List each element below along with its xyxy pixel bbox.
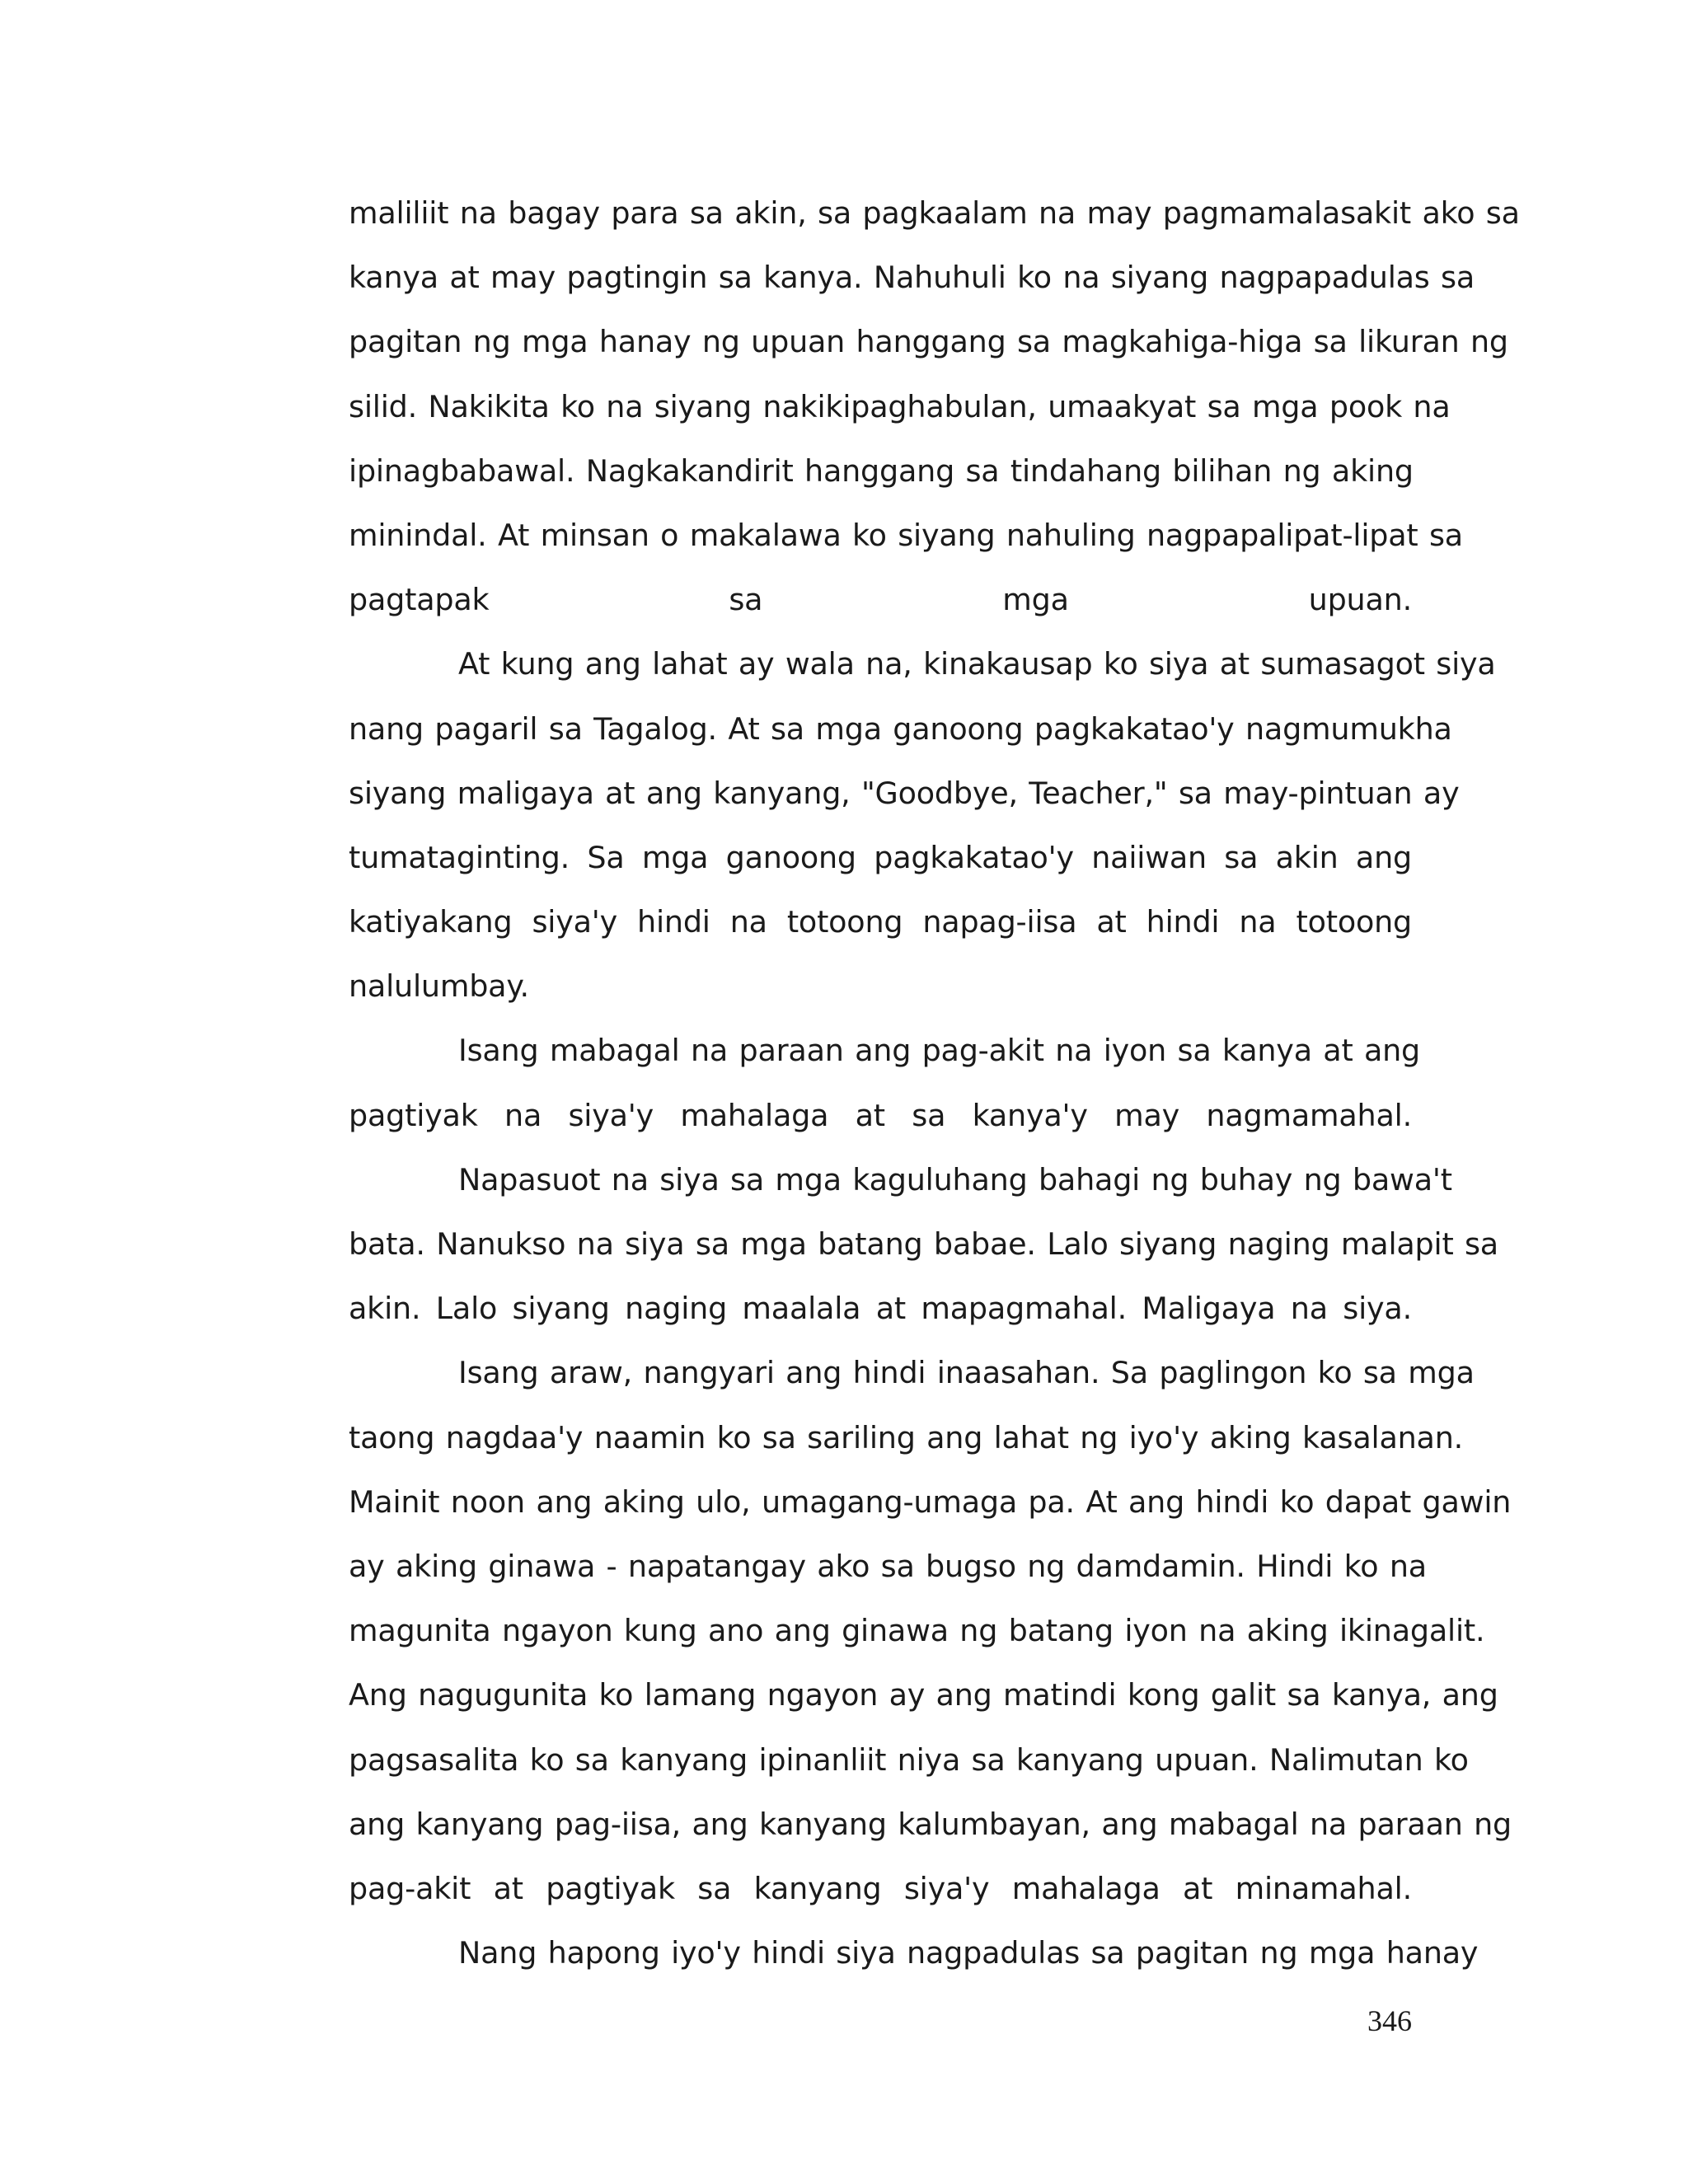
text-line: silid. Nakikita ko na siyang nakikipaghabulan, umaakyat sa mga pook na <box>349 388 1451 424</box>
text-line: Ang nagugunita ko lamang ngayon ay ang matindi kong galit sa kanya, ang <box>349 1677 1498 1713</box>
text-line: pagitan ng mga hanay ng upuan hanggang sa magkahiga-higa sa likuran ng <box>349 324 1508 360</box>
text-line: Nang hapong iyo'y hindi siya nagpadulas sa pagitan ng mga hanay <box>458 1935 1479 1971</box>
text-line: minindal. At minsan o makalawa ko siyang nahuling nagpapalipat-lipat sa <box>349 517 1463 553</box>
text-line: pagtiyak na siya'y mahalaga at sa kanya'y may nagmamahal. <box>349 1097 1412 1133</box>
text-line: maliliit na bagay para sa akin, sa pagkaalam na may pagmamalasakit ako sa <box>349 195 1520 231</box>
text-line: Mainit noon ang aking ulo, umagang-umaga pa. At ang hindi ko dapat gawin <box>349 1483 1512 1520</box>
text-line: magunita ngayon kung ano ang ginawa ng batang iyon na aking ikinagalit. <box>349 1613 1485 1649</box>
text-line: Isang mabagal na paraan ang pag-akit na iyon sa kanya at ang <box>458 1033 1421 1069</box>
text-line: pagtapak sa mga upuan. <box>349 582 1412 618</box>
text-line: ang kanyang pag-iisa, ang kanyang kalumbayan, ang mabagal na paraan ng <box>349 1806 1512 1842</box>
text-line: bata. Nanukso na siya sa mga batang babae. Lalo siyang naging malapit sa <box>349 1226 1498 1262</box>
text-line: akin. Lalo siyang naging maalala at mapagmahal. Maligaya na siya. <box>349 1291 1412 1327</box>
text-line: At kung ang lahat ay wala na, kinakausap ko siya at sumasagot siya <box>458 646 1496 682</box>
text-line: pag-akit at pagtiyak sa kanyang siya'y mahalaga at minamahal. <box>349 1870 1412 1906</box>
page-number: 346 <box>1367 2004 1412 2037</box>
body-text <box>349 181 1520 1985</box>
text-line: Isang araw, nangyari ang hindi inaasahan. Sa paglingon ko sa mga <box>458 1355 1475 1391</box>
text-line: ay aking ginawa - napatangay ako sa bugso ng damdamin. Hindi ko na <box>349 1548 1427 1584</box>
text-line: pagsasalita ko sa kanyang ipinanliit niya sa kanyang upuan. Nalimutan ko <box>349 1741 1469 1778</box>
text-line: tumataginting. Sa mga ganoong pagkakatao'y naiiwan sa akin ang <box>349 839 1412 875</box>
text-line: siyang maligaya at ang kanyang, "Goodbye, Teacher," sa may-pintuan ay <box>349 775 1460 811</box>
text-line: nalulumbay. <box>349 968 529 1005</box>
text-line: Napasuot na siya sa mga kaguluhang bahagi ng buhay ng bawa't <box>458 1161 1452 1197</box>
text-line: kanya at may pagtingin sa kanya. Nahuhuli ko na siyang nagpapadulas sa <box>349 260 1475 296</box>
text-line: katiyakang siya'y hindi na totoong napag-iisa at hindi na totoong <box>349 904 1412 940</box>
text-line: ipinagbabawal. Nagkakandirit hanggang sa tindahang bilihan ng aking <box>349 452 1414 489</box>
text-line: taong nagdaa'y naamin ko sa sariling ang lahat ng iyo'y aking kasalanan. <box>349 1419 1464 1455</box>
text-line: nang pagaril sa Tagalog. At sa mga ganoong pagkakatao'y nagmumukha <box>349 710 1452 747</box>
